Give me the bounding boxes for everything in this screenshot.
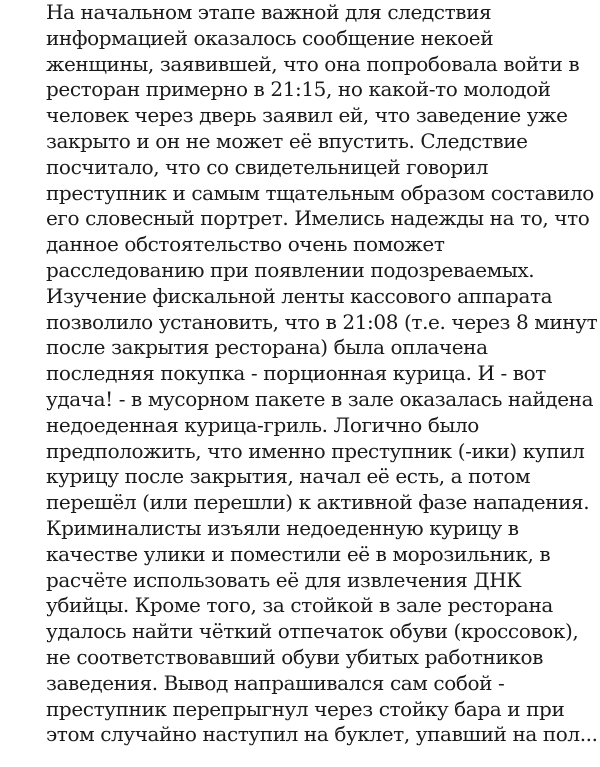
text-line: удача! - в мусорном пакете в зале оказалась найдена	[46, 386, 594, 411]
paragraph-1	[22, 0, 594, 284]
text-line: курицу после закрытия, начал её есть, а потом	[46, 464, 531, 489]
text-line: предположить, что именно преступник (-ики) купил	[46, 438, 585, 463]
text-line: ресторан примерно в 21:15, но какой-то молодой	[46, 77, 551, 102]
text-line: преступник и самым тщательным образом составило	[46, 180, 594, 205]
text-line: его словесный портрет. Имелись надежды на то, что	[46, 206, 590, 231]
text-line: Изучение фискальной ленты кассового аппарата	[46, 283, 553, 308]
text-line: недоеденная курица-гриль. Логично было	[46, 412, 479, 437]
text-line: не соответствовавший обуви убитых работников	[46, 644, 543, 669]
paragraph-2	[22, 283, 598, 748]
text-line: заведения. Вывод напрашивался сам собой -	[46, 670, 505, 695]
text-line: На начальном этапе важной для следствия	[46, 0, 492, 24]
text-line: человек через дверь заявил ей, что заведение уже	[46, 103, 568, 128]
text-line: закрыто и он не может её впустить. Следствие	[46, 128, 528, 153]
text-line: после закрытия ресторана) была оплачена	[46, 335, 488, 360]
text-line: позволило установить, что в 21:08 (т.е. через 8 минут	[46, 309, 598, 334]
text-line: информацией оказалось сообщение некоей	[46, 25, 494, 50]
text-line: преступник перепрыгнул через стойку бара и при	[46, 696, 565, 721]
text-line: этом случайно наступил на буклет, упавший на пол...	[46, 722, 598, 747]
text-line: последняя покупка - порционная курица. И - вот	[46, 361, 546, 386]
text-line: женщины, заявившей, что она попробовала войти в	[46, 51, 580, 76]
text-line: расследованию при появлении подозреваемых.	[46, 257, 535, 282]
text-line: качестве улики и поместили её в морозильник, в	[46, 541, 551, 566]
text-line: убийцы. Кроме того, за стойкой в зале ресторана	[46, 593, 553, 618]
text-line: посчитало, что со свидетельницей говорил	[46, 154, 488, 179]
text-line: расчёте использовать её для извлечения ДНК	[46, 567, 522, 592]
text-line: Криминалисты изъяли недоеденную курицу в	[46, 515, 519, 540]
text-line: удалось найти чёткий отпечаток обуви (кроссовок),	[46, 619, 579, 644]
text-line: данное обстоятельство очень поможет	[46, 232, 445, 257]
text-line: перешёл (или перешли) к активной фазе нападения.	[46, 490, 590, 515]
